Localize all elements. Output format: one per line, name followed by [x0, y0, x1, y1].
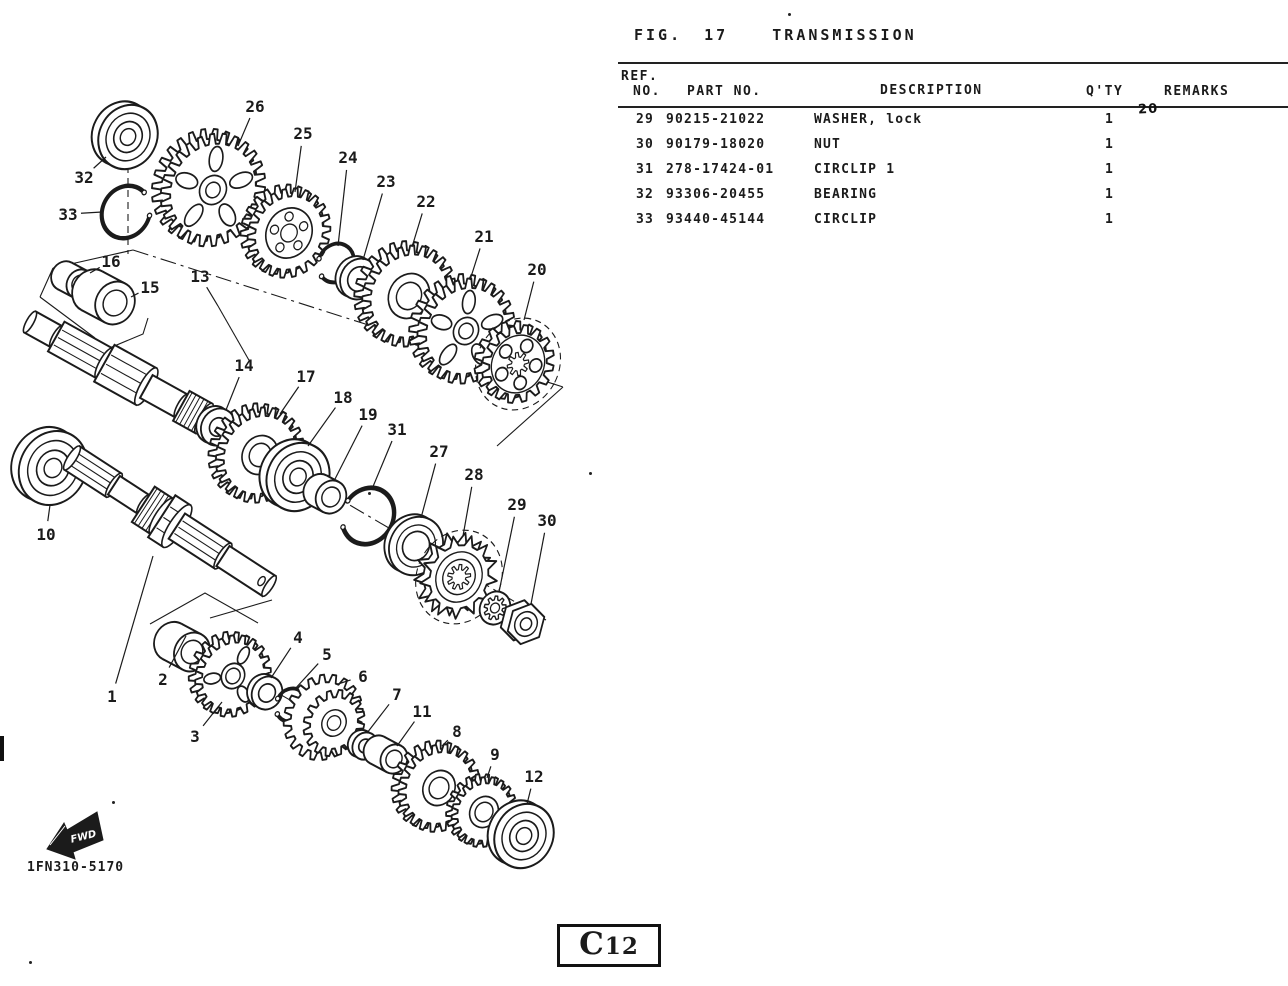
scan-speck: [29, 961, 32, 964]
callout-leader-29: [499, 517, 514, 592]
callout-leader-13: [207, 287, 218, 306]
part-no-cell: 278-17424-01: [666, 162, 775, 177]
callout-label-3: 3: [190, 727, 200, 746]
ref-no-cell: 31: [636, 162, 655, 177]
callout-label-21: 21: [474, 227, 494, 246]
scan-speck: [112, 801, 115, 804]
callout-leader-18: [308, 408, 335, 446]
callout-label-11: 11: [412, 702, 432, 721]
callout-leader-28: [463, 487, 472, 536]
callout-label-10: 10: [36, 525, 56, 544]
callout-label-19: 19: [358, 405, 378, 424]
callout-leader-19: [334, 426, 362, 481]
table-rule-top: [618, 62, 1288, 64]
page-code-box: C12: [557, 924, 661, 967]
callout-leader-30: [531, 533, 545, 604]
table-row: [0, 162, 1288, 184]
header-ref-line2: NO.: [633, 84, 661, 99]
part-no-cell: 93440-45144: [666, 212, 766, 227]
ref-no-cell: 32: [636, 187, 655, 202]
callout-leader-17: [280, 387, 299, 414]
table-row: [0, 137, 1288, 159]
fwd-arrow-icon: [47, 812, 104, 859]
callout-label-27: 27: [429, 442, 449, 461]
fwd-label: FWD: [69, 828, 98, 846]
callout-leader-4: [271, 648, 291, 678]
qty-cell: 1: [1105, 112, 1115, 127]
callout-leader-7: [367, 704, 389, 733]
header-description: DESCRIPTION: [880, 83, 983, 98]
callout-leader-20: [524, 282, 534, 320]
callout-label-17: 17: [296, 367, 316, 386]
document-code: 1FN310-5170: [27, 860, 125, 875]
callout-label-13: 13: [190, 267, 210, 286]
qty-cell: 1: [1105, 137, 1115, 152]
callout-label-5: 5: [322, 645, 332, 664]
callout-label-28: 28: [464, 465, 484, 484]
callout-label-32: 32: [74, 168, 94, 187]
handwritten-remark: 20: [1137, 101, 1159, 118]
callout-label-29: 29: [507, 495, 527, 514]
callout-label-1: 1: [107, 687, 117, 706]
callout-leader-11: [397, 722, 414, 746]
scan-speck: [788, 13, 791, 16]
callout-leader-1: [116, 556, 153, 684]
qty-cell: 1: [1105, 162, 1115, 177]
scan-artifact: [0, 736, 4, 761]
header-ref-line1: REF.: [621, 69, 659, 84]
callout-label-12: 12: [524, 767, 544, 786]
header-part-no: PART NO.: [687, 84, 762, 99]
ref-no-cell: 29: [636, 112, 655, 127]
description-cell: CIRCLIP 1: [814, 162, 896, 177]
part-no-cell: 90179-18020: [666, 137, 766, 152]
description-cell: BEARING: [814, 187, 878, 202]
callout-label-23: 23: [376, 172, 396, 191]
scan-speck: [368, 492, 371, 495]
callout-label-7: 7: [392, 685, 402, 704]
callout-leader-27: [421, 464, 436, 518]
qty-cell: 1: [1105, 212, 1115, 227]
callout-label-20: 20: [527, 260, 547, 279]
callout-label-31: 31: [387, 420, 407, 439]
ref-no-cell: 30: [636, 137, 655, 152]
part-no-cell: 93306-20455: [666, 187, 766, 202]
callout-leader-10: [48, 505, 50, 521]
figure-title: FIG. 17 TRANSMISSION: [634, 26, 917, 44]
callout-label-9: 9: [490, 745, 500, 764]
callout-label-6: 6: [358, 667, 368, 686]
callout-label-22: 22: [416, 192, 436, 211]
callout-label-26: 26: [245, 97, 265, 116]
callout-label-15: 15: [140, 278, 160, 297]
callout-label-4: 4: [293, 628, 303, 647]
callout-label-14: 14: [234, 356, 254, 375]
table-row: [0, 212, 1288, 234]
header-remarks: REMARKS: [1164, 84, 1230, 99]
callout-leader-14: [226, 377, 239, 410]
ref-no-cell: 33: [636, 212, 655, 227]
description-cell: CIRCLIP: [814, 212, 878, 227]
scan-speck: [589, 472, 592, 475]
description-cell: WASHER, lock: [814, 112, 923, 127]
callout-label-8: 8: [452, 722, 462, 741]
qty-cell: 1: [1105, 187, 1115, 202]
callout-label-30: 30: [537, 511, 557, 530]
callout-leader-31: [372, 441, 392, 489]
table-row: [0, 187, 1288, 209]
callout-label-2: 2: [158, 670, 168, 689]
callout-label-33: 33: [58, 205, 78, 224]
callout-label-16: 16: [101, 252, 121, 271]
callout-label-24: 24: [338, 148, 358, 167]
header-qty: Q'TY: [1086, 84, 1124, 99]
callout-label-25: 25: [293, 124, 313, 143]
part-no-cell: 90215-21022: [666, 112, 766, 127]
description-cell: NUT: [814, 137, 842, 152]
table-rule-header: [618, 106, 1288, 108]
callout-label-18: 18: [333, 388, 353, 407]
